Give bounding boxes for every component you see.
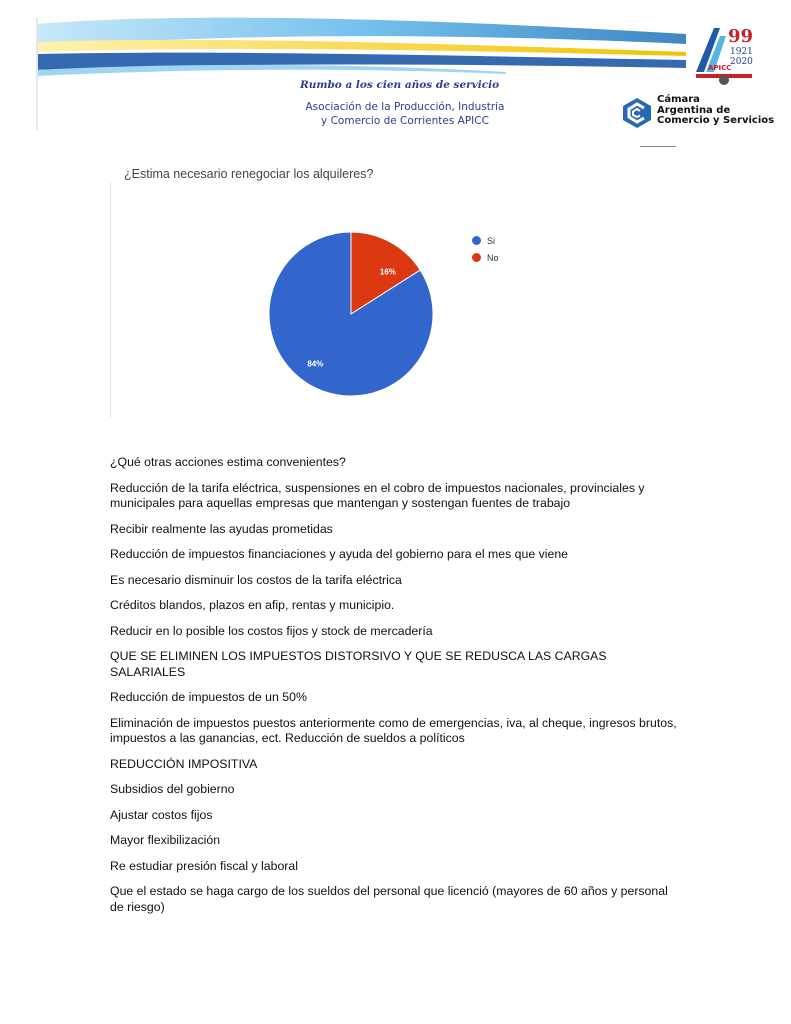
camara-line-3: Comercio y Servicios xyxy=(657,115,775,126)
answer-item: Mayor flexibilización xyxy=(110,833,221,847)
question-heading: ¿Qué otras acciones estima convenientes? xyxy=(110,455,346,469)
apicc-anniversary-emblem xyxy=(690,22,760,86)
association-name xyxy=(300,100,510,128)
left-edge-line xyxy=(36,18,38,130)
answer-item: Reducción de impuestos financiaciones y ayuda del gobierno para el mes que viene xyxy=(110,547,569,561)
answers-list xyxy=(110,481,680,916)
answer-item: Reducir en lo posible los costos fijos y stock de mercadería xyxy=(110,623,433,638)
swoosh-banner xyxy=(36,10,686,80)
camara-line-2: Argentina de xyxy=(657,104,731,116)
association-line-2: y Comercio de Corrientes APICC xyxy=(321,115,489,127)
answer-item: Que el estado se haga cargo de los sueldos del personal que licenció (mayores de 60 años y personal de riesgo) xyxy=(110,884,668,914)
emblem-number: 99 xyxy=(728,26,754,47)
camara-name xyxy=(657,95,774,127)
emblem-label: APICC xyxy=(708,64,732,72)
answer-item: Ajustar costos fijos xyxy=(110,807,213,822)
letterhead xyxy=(0,0,791,140)
camara-line-1: Cámara xyxy=(657,94,700,105)
answer-item: QUE SE ELIMINEN LOS IMPUESTOS DISTORSIVO Y QUE SE REDUSCA LAS CARGAS SALARIALES xyxy=(110,649,607,679)
camara-logo-icon xyxy=(620,96,654,130)
pie-chart xyxy=(110,160,670,418)
answer-item: Es necesario disminuir los costos de la tarifa eléctrica xyxy=(110,572,402,587)
pie-chart-card xyxy=(110,160,670,418)
answer-item: Subsidios del gobierno xyxy=(110,782,235,796)
legend-label: No xyxy=(487,252,499,263)
answer-item: Créditos blandos, plazos en afip, rentas y municipio. xyxy=(110,598,395,612)
chart-legend xyxy=(472,232,499,266)
legend-item-no xyxy=(472,249,499,266)
legend-label: Si xyxy=(487,235,496,246)
emblem-year-end: 2020 xyxy=(730,57,753,67)
survey-responses xyxy=(110,455,680,925)
answer-item: Re estudiar presión fiscal y laboral xyxy=(110,858,298,873)
answer-item: Reducción de impuestos de un 50% xyxy=(110,690,307,704)
answer-item: Eliminación de impuestos puestos anteriormente como de emergencias, iva, al cheque, ingresos brutos, impuestos a las ganancias, ect. Reducción de sueldos a políticos xyxy=(110,715,677,745)
chart-title: ¿Estima necesario renegociar los alquileres? xyxy=(124,167,374,181)
answer-item: Reducción de la tarifa eléctrica, suspensiones en el cobro de impuestos nacionales, provinciales y municipales para aquellas empresas que mantengan y sostengan fuentes de trabajo xyxy=(110,480,645,510)
slice-label-si: 84% xyxy=(307,359,324,369)
legend-swatch xyxy=(472,236,481,245)
association-line-1: Asociación de la Producción, Industria xyxy=(305,101,505,113)
answer-item: REDUCCIÓN IMPOSITIVA xyxy=(110,756,258,771)
slice-label-no: 16% xyxy=(379,267,396,277)
divider xyxy=(640,146,676,147)
emblem-year-start: 1921 xyxy=(730,47,753,57)
legend-swatch xyxy=(472,253,481,262)
slogan: Rumbo a los cien años de servicio xyxy=(300,79,500,91)
legend-item-si xyxy=(472,232,499,249)
answer-item: Recibir realmente las ayudas prometidas xyxy=(110,521,333,536)
